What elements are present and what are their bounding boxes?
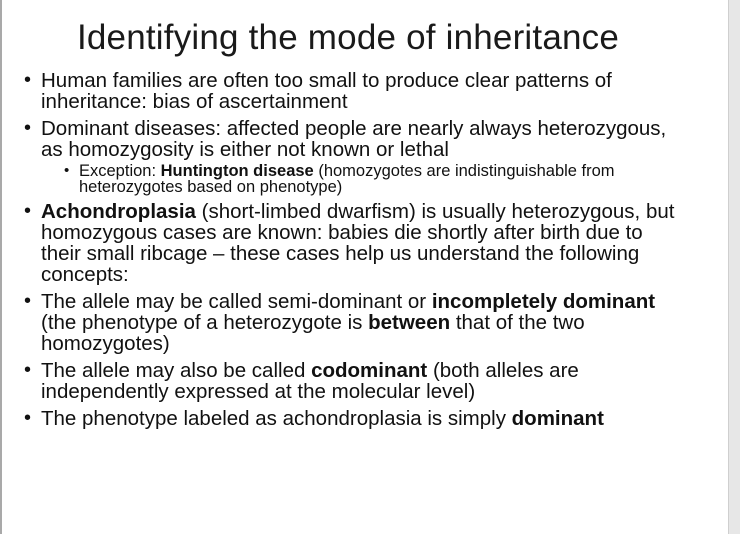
slide-title: Identifying the mode of inheritance: [76, 18, 620, 57]
sub-bullet-prefix: Exception:: [79, 162, 161, 180]
bullet-bold: Achondroplasia: [41, 200, 196, 223]
bullet-prefix: The allele may be called semi-dominant or: [41, 290, 432, 313]
bullet-text: Dominant diseases: affected people are nearly always heterozygous, as homozygosity is either not known or lethal: [41, 117, 667, 161]
window-edge: [728, 0, 740, 534]
bullet-list: [22, 70, 682, 435]
bullet-rest: (both alleles are independently expressed at the molecular level): [41, 359, 579, 403]
bullet-bold: codominant: [311, 359, 428, 382]
bullet-item: [22, 201, 682, 285]
bullet-prefix: The allele may also be called: [41, 359, 312, 382]
sub-bullet-bold: Huntington disease: [160, 162, 314, 180]
bullet-prefix: The phenotype labeled as achondroplasia is simply: [41, 407, 512, 430]
bullet-text: Human families are often too small to produce clear patterns of inheritance: bias of ascertainment: [41, 69, 612, 113]
bullet-dot: •: [24, 407, 32, 429]
bullet-rest: (short-limbed dwarfism) is usually heterozygous, but homozygous cases are known: babies die shortly after birth due to their small ribcage – these cases help us understand the following concepts:: [41, 200, 675, 286]
bullet-dot: •: [24, 290, 32, 312]
bullet-dot: •: [24, 117, 32, 139]
bullet-bold: between: [368, 311, 451, 334]
bullet-item: [22, 70, 682, 112]
sub-bullet-list: [41, 163, 682, 195]
bullet-rest: that of the two homozygotes): [41, 311, 585, 355]
bullet-dot: •: [24, 200, 32, 222]
bullet-bold: incompletely dominant: [431, 290, 656, 313]
bullet-dot: •: [24, 69, 32, 91]
bullet-item: [22, 118, 682, 195]
bullet-dot: •: [24, 359, 32, 381]
bullet-item: [22, 408, 682, 429]
sub-bullet-item: [41, 163, 682, 195]
bullet-item: [22, 291, 682, 354]
bullet-dot: •: [64, 162, 70, 179]
sub-bullet-rest: (homozygotes are indistinguishable from heterozygotes based on phenotype): [79, 162, 615, 196]
bullet-item: [22, 360, 682, 402]
bullet-bold: dominant: [511, 407, 604, 430]
bullet-middle: (the phenotype of a heterozygote is: [41, 311, 369, 334]
